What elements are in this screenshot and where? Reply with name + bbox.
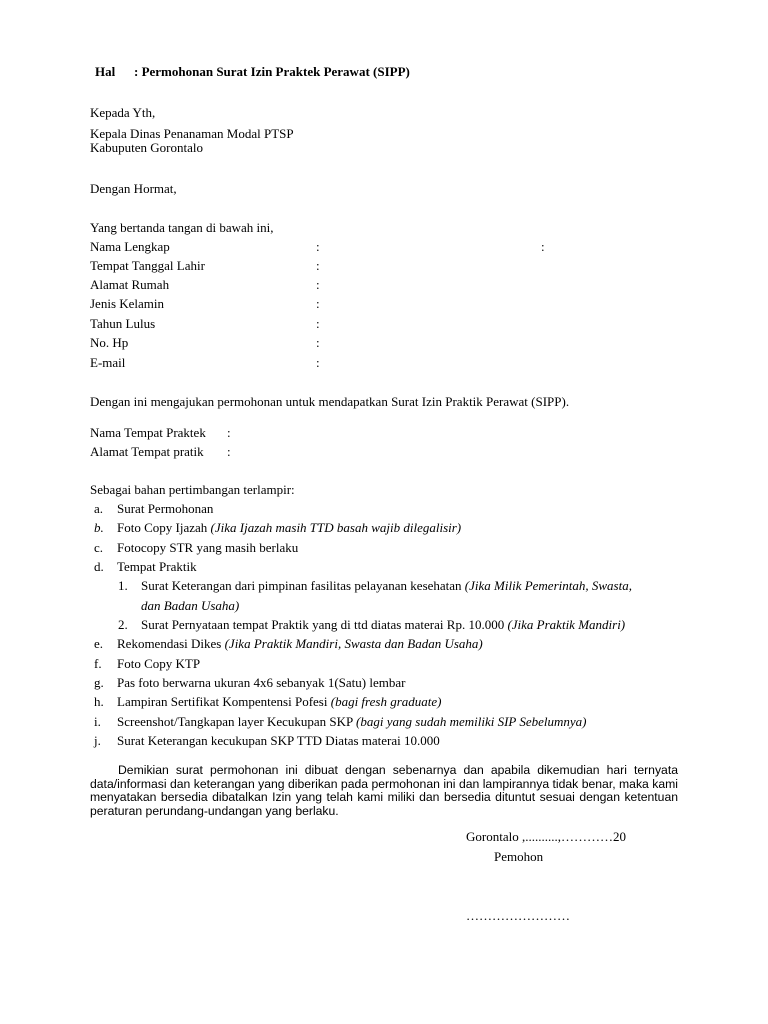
attachments-intro: Sebagai bahan pertimbangan terlampir: xyxy=(90,482,295,497)
signature-place-date: Gorontalo ,..........,…………20 xyxy=(466,829,626,844)
field-colon: : xyxy=(316,258,320,273)
practice-label: Nama Tempat Praktek xyxy=(90,425,206,440)
practice-colon: : xyxy=(227,425,231,440)
list-item: Pas foto berwarna ukuran 4x6 sebanyak 1(Satu) lembar xyxy=(117,675,406,690)
sub-list-marker: 2. xyxy=(118,617,128,632)
sub-list-item: Surat Pernyataan tempat Praktik yang di ttd diatas materai Rp. 10.000 (Jika Praktik Mandiri) xyxy=(141,617,626,632)
field-label: E-mail xyxy=(90,355,126,370)
request-text: Dengan ini mengajukan permohonan untuk mendapatkan Surat Izin Praktik Perawat (SIPP). xyxy=(90,394,570,409)
field-label: Tahun Lulus xyxy=(90,316,156,331)
closing-paragraph: Demikian surat permohonan ini dibuat dengan sebenarnya dan apabila dikemudian hari ternyata data/informasi dan keterangan yang diberikan pada permohonan ini dan lampirannya tidak benar, maka kami menyatakan bersedia dibatalkan Izin yang telah kami miliki dan bersedia dituntut sesuai dengan ketentuan peraturan perundang-undangan yang berlaku. xyxy=(90,763,678,818)
sub-list-item-continued: dan Badan Usaha) xyxy=(141,598,240,613)
list-marker: i. xyxy=(94,714,101,729)
signature-role: Pemohon xyxy=(494,849,544,864)
field-colon: : xyxy=(541,239,545,254)
list-item: Surat Permohonan xyxy=(117,501,214,516)
signature-name-line: …………………… xyxy=(466,908,570,923)
list-item: Fotocopy STR yang masih berlaku xyxy=(117,540,299,555)
list-item: Lampiran Sertifikat Kompentensi Pofesi (bagi fresh graduate) xyxy=(117,694,442,709)
field-label: No. Hp xyxy=(90,335,129,350)
field-colon: : xyxy=(316,355,320,370)
list-item: Surat Keterangan kecukupan SKP TTD Diatas materai 10.000 xyxy=(117,733,440,748)
field-label: Tempat Tanggal Lahir xyxy=(90,258,205,273)
recipient-line-1: Kepala Dinas Penanaman Modal PTSP xyxy=(90,126,294,141)
practice-label: Alamat Tempat pratik xyxy=(90,444,204,459)
field-label: Nama Lengkap xyxy=(90,239,170,254)
list-marker: b. xyxy=(94,520,104,535)
sub-list-item: Surat Keterangan dari pimpinan fasilitas pelayanan kesehatan (Jika Milik Pemerintah, Swasta, xyxy=(141,578,632,593)
list-marker: d. xyxy=(94,559,104,574)
field-colon: : xyxy=(316,316,320,331)
intro-text: Yang bertanda tangan di bawah ini, xyxy=(90,220,274,235)
sub-list-marker: 1. xyxy=(118,578,128,593)
list-item: Rekomendasi Dikes (Jika Praktik Mandiri, Swasta dan Badan Usaha) xyxy=(117,636,483,651)
list-marker: e. xyxy=(94,636,104,651)
list-marker: h. xyxy=(94,694,104,709)
list-marker: j. xyxy=(94,733,101,748)
list-item: Foto Copy Ijazah (Jika Ijazah masih TTD basah wajib dilegalisir) xyxy=(117,520,462,535)
list-item: Tempat Praktik xyxy=(117,559,197,574)
list-item: Foto Copy KTP xyxy=(117,656,201,671)
recipient-to: Kepada Yth, xyxy=(90,105,156,120)
list-marker: a. xyxy=(94,501,104,516)
list-item: Screenshot/Tangkapan layer Kecukupan SKP (bagi yang sudah memiliki SIP Sebelumnya) xyxy=(117,714,587,729)
field-colon: : xyxy=(316,335,320,350)
list-marker: g. xyxy=(94,675,104,690)
list-marker: c. xyxy=(94,540,104,555)
practice-colon: : xyxy=(227,444,231,459)
field-colon: : xyxy=(316,277,320,292)
field-colon: : xyxy=(316,296,320,311)
subject-title: : Permohonan Surat Izin Praktek Perawat (SIPP) xyxy=(134,64,410,79)
recipient-line-2: Kabuputen Gorontalo xyxy=(90,140,204,155)
field-label: Alamat Rumah xyxy=(90,277,170,292)
list-marker: f. xyxy=(94,656,102,671)
greeting: Dengan Hormat, xyxy=(90,181,177,196)
field-label: Jenis Kelamin xyxy=(90,296,165,311)
field-colon: : xyxy=(316,239,320,254)
subject-label: Hal xyxy=(95,64,116,79)
